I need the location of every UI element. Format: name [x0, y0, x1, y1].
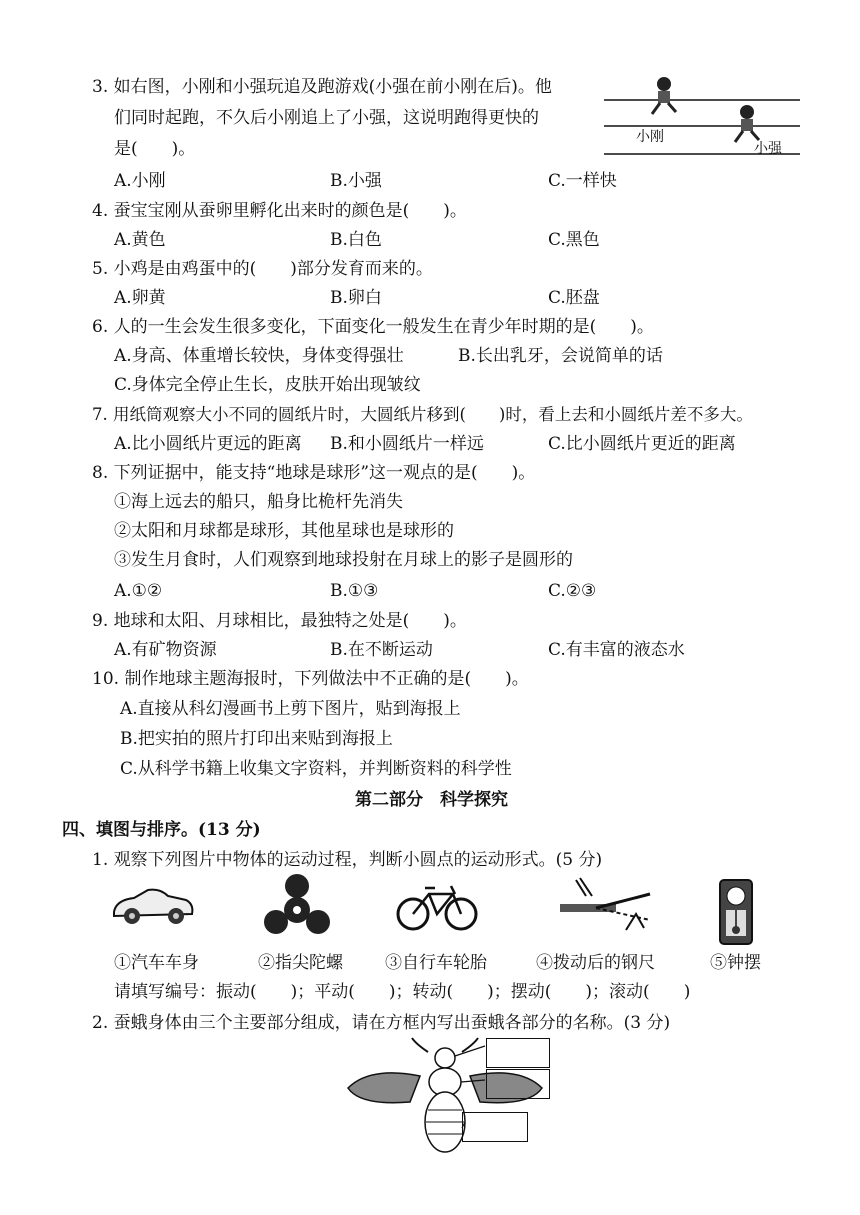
section4-s1-stem: 1. 观察下列图片中物体的运动过程，判断小圆点的运动形式。(5 分)	[92, 850, 603, 870]
q5-stem: 5. 小鸡是由鸡蛋中的( )部分发育而来的。	[92, 259, 433, 279]
q4-option-a: A.黄色	[114, 230, 166, 250]
q9-option-b: B.在不断运动	[330, 640, 433, 660]
q10-stem: 10. 制作地球主题海报时，下列做法中不正确的是( )。	[92, 669, 529, 689]
q3-line1: 3. 如右图，小刚和小强玩追及跑游戏(小强在前小刚在后)。他	[92, 77, 552, 97]
q10-option-a: A.直接从科幻漫画书上剪下图片，贴到海报上	[120, 699, 461, 719]
q7-option-a: A.比小圆纸片更远的距离	[114, 434, 302, 454]
q3-option-c: C.一样快	[548, 171, 617, 191]
q7-option-b: B.和小圆纸片一样远	[330, 434, 484, 454]
motion-item-3: ③自行车轮胎	[385, 953, 487, 973]
section4-title: 四、填图与排序。(13 分)	[62, 820, 261, 840]
q6-option-b: B.长出乳牙，会说简单的话	[458, 346, 663, 366]
bicycle-icon	[395, 878, 479, 934]
q5-option-a: A.卵黄	[114, 288, 166, 308]
motion-item-4: ④拨动后的钢尺	[536, 953, 655, 973]
q6-option-a: A.身高、体重增长较快，身体变得强壮	[114, 346, 404, 366]
q10-option-b: B.把实拍的照片打印出来贴到海报上	[120, 729, 393, 749]
runner-xiaoqiang-icon	[735, 105, 759, 142]
q3-line3: 是( )。	[114, 139, 196, 159]
q3-option-b: B.小强	[330, 171, 382, 191]
q10-option-c: C.从科学书籍上收集文字资料，并判断资料的科学性	[120, 759, 512, 779]
q3-option-a: A.小刚	[114, 171, 166, 191]
q8-option-b: B.①③	[330, 581, 379, 601]
q7-option-c: C.比小圆纸片更近的距离	[548, 434, 736, 454]
q6-option-c: C.身体完全停止生长，皮肤开始出现皱纹	[114, 375, 421, 395]
q5-option-b: B.卵白	[330, 288, 382, 308]
q8-statement-2: ②太阳和月球都是球形，其他星球也是球形的	[114, 521, 454, 541]
motion-item-2: ②指尖陀螺	[258, 953, 343, 973]
q8-statement-3: ③发生月食时，人们观察到地球投射在月球上的影子是圆形的	[114, 550, 573, 570]
moth-abdomen-box[interactable]	[462, 1112, 528, 1142]
q9-stem: 9. 地球和太阳、月球相比，最独特之处是( )。	[92, 611, 467, 631]
motion-item-1: ①汽车车身	[114, 953, 199, 973]
motion-answer-line: 请填写编号：振动( )；平动( )；转动( )；摆动( )；滚动( )	[114, 982, 691, 1002]
q8-statement-1: ①海上远去的船只，船身比桅杆先消失	[114, 492, 403, 512]
q4-option-b: B.白色	[330, 230, 382, 250]
q9-option-c: C.有丰富的液态水	[548, 640, 685, 660]
moth-thorax-box[interactable]	[486, 1069, 550, 1099]
car-icon	[108, 880, 196, 930]
q9-option-a: A.有矿物资源	[114, 640, 217, 660]
pendulum-clock-icon	[716, 876, 756, 948]
fidget-spinner-icon	[262, 872, 332, 938]
q4-option-c: C.黑色	[548, 230, 600, 250]
q8-option-c: C.②③	[548, 581, 597, 601]
steel-ruler-icon	[556, 874, 656, 936]
label-xiaoqiang: 小强	[754, 141, 782, 157]
moth-head-box[interactable]	[486, 1038, 550, 1068]
section4-s2-stem: 2. 蚕蛾身体由三个主要部分组成，请在方框内写出蚕蛾各部分的名称。(3 分)	[92, 1013, 671, 1033]
q4-stem: 4. 蚕宝宝刚从蚕卵里孵化出来时的颜色是( )。	[92, 201, 467, 221]
q3-line2: 们同时起跑，不久后小刚追上了小强，这说明跑得更快的	[114, 108, 539, 128]
q7-stem: 7. 用纸筒观察大小不同的圆纸片时，大圆纸片移到( )时，看上去和小圆纸片差不多大。	[92, 405, 753, 424]
q8-option-a: A.①②	[114, 581, 163, 601]
motion-item-5: ⑤钟摆	[710, 953, 761, 973]
q8-stem: 8. 下列证据中，能支持“地球是球形”这一观点的是( )。	[92, 463, 536, 483]
label-xiaogang: 小刚	[636, 129, 664, 145]
runner-xiaogang-icon	[652, 77, 676, 114]
q5-option-c: C.胚盘	[548, 288, 600, 308]
part2-heading: 第二部分 科学探究	[355, 790, 508, 810]
q6-stem: 6. 人的一生会发生很多变化，下面变化一般发生在青少年时期的是( )。	[92, 317, 654, 337]
